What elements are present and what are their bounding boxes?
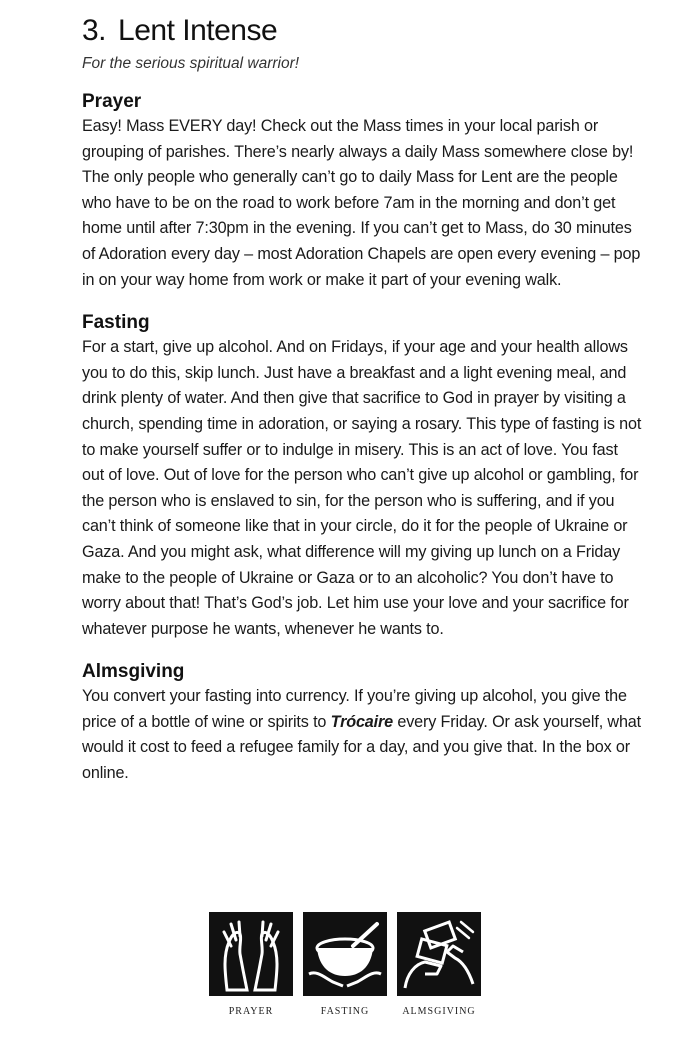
page-title bbox=[82, 12, 642, 50]
almsgiving-body bbox=[82, 684, 642, 786]
fasting-icon-label: FASTING bbox=[320, 1006, 370, 1017]
almsgiving-section bbox=[82, 659, 642, 786]
almsgiving-body-end: every Friday. Or ask yourself, what would it cost to feed a refugee family for a day, and you give that. In the box or online. bbox=[82, 712, 641, 783]
trocaire-emphasis: Trócaire bbox=[330, 712, 394, 731]
praying-hands-icon bbox=[209, 912, 293, 996]
bowl-icon bbox=[303, 912, 387, 996]
giving-hands-icon bbox=[397, 912, 481, 996]
almsgiving-heading: Almsgiving bbox=[82, 661, 185, 683]
fasting-section bbox=[82, 310, 642, 642]
document-page bbox=[82, 12, 642, 787]
fasting-body: For a start, give up alcohol. And on Fridays, if your age and your health allows you to do this, skip lunch. Just have a breakfast and a light evening meal, and drink plenty of water. And then give that sacrifice to God in prayer by visiting a church, spending time in adoration, or saying a rosary. This type of fasting is not to make yourself suffer or to indulge in misery. This is an act of love. You fast out of love. Out of love for the person who can’t give up alcohol or gambling, for the person who is enslaved to sin, for the person who is suffering, and if you can’t think of someone like that in your circle, do it for the people of Ukraine or Gaza. And you might ask, what difference will my giving up lunch on a Friday make to the people of Ukraine or Gaza or to an alcoholic? You don’t have to worry about that! That’s God’s job. Let him use your love and your sacrifice for whatever purpose he wants, whenever he wants to. bbox=[82, 338, 642, 638]
prayer-icon-label: PRAYER bbox=[228, 1006, 274, 1017]
almsgiving-icon-label: ALMSGIVING bbox=[402, 1006, 476, 1017]
almsgiving-body-start: You convert your fasting into currency. If you’re giving up alcohol, you give the price of a bottle of wine or spirits to bbox=[82, 687, 627, 731]
lent-icons bbox=[209, 912, 489, 1022]
page-subtitle: For the serious spiritual warrior! bbox=[82, 55, 300, 72]
fasting-heading: Fasting bbox=[82, 312, 150, 334]
prayer-body: Easy! Mass EVERY day! Check out the Mass times in your local parish or grouping of parishes. There’s nearly always a daily Mass somewhere close by! The only people who generally can’t go to daily Mass for Lent are the people who have to be on the road to work before 7am in the morning and don’t get home until after 7:30pm in the evening. If you can’t get to Mass, do 30 minutes of Adoration every day – most Adoration Chapels are open every evening – pop in on your way home from work or make it part of your evening walk. bbox=[82, 117, 641, 289]
title-text: Lent Intense bbox=[118, 14, 278, 47]
prayer-heading: Prayer bbox=[82, 91, 142, 112]
section-number: 3. bbox=[82, 14, 107, 47]
prayer-section bbox=[82, 89, 642, 293]
